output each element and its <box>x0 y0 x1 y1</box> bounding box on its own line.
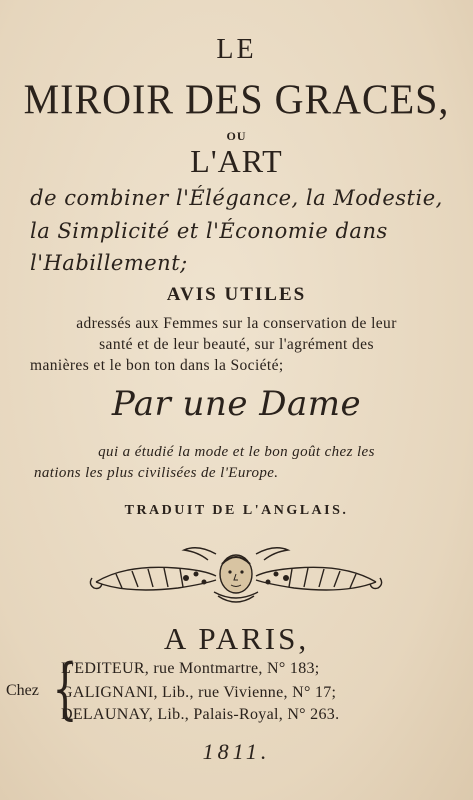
translation-note: TRADUIT DE L'ANGLAIS. <box>124 503 349 518</box>
author-line: Par une Dame <box>111 384 362 424</box>
title-main: MIROIR DES GRACES, <box>23 75 450 124</box>
title-ou: OU <box>226 129 247 143</box>
subtitle-line-2: la Simplicité et l'Économie dans <box>30 219 388 243</box>
description-line-1: adressés aux Femmes sur la conservation de leur <box>76 315 397 332</box>
subtitle-line-1: de combiner l'Élégance, la Modestie, <box>30 186 443 210</box>
author-note-line-2: nations les plus civilisées de l'Europe. <box>34 465 279 481</box>
description-line-3: manières et le bon ton dans la Société; <box>30 357 284 374</box>
place-of-publication: A PARIS, <box>163 621 310 656</box>
author-note-line-1: qui a étudié la mode et le bon goût chez les <box>98 444 375 460</box>
avis-heading: AVIS UTILES <box>166 284 307 305</box>
subtitle-line-3: l'Habillement; <box>30 251 188 275</box>
cornucopia-mask-ornament-icon <box>86 538 386 610</box>
publisher-line-3: DELAUNAY, Lib., Palais-Royal, N° 263. <box>61 706 340 723</box>
publisher-chez: Chez <box>6 682 39 699</box>
title-lart: L'ART <box>190 143 283 179</box>
title-le: LE <box>216 34 257 65</box>
description-line-2: santé et de leur beauté, sur l'agrément des <box>99 336 374 353</box>
brace-icon: { <box>52 650 78 727</box>
publisher-line-1: L'EDITEUR, rue Montmartre, N° 183; <box>61 660 320 677</box>
publisher-line-2: GALIGNANI, Lib., rue Vivienne, N° 17; <box>61 684 337 701</box>
publication-year: 1811. <box>202 739 271 764</box>
